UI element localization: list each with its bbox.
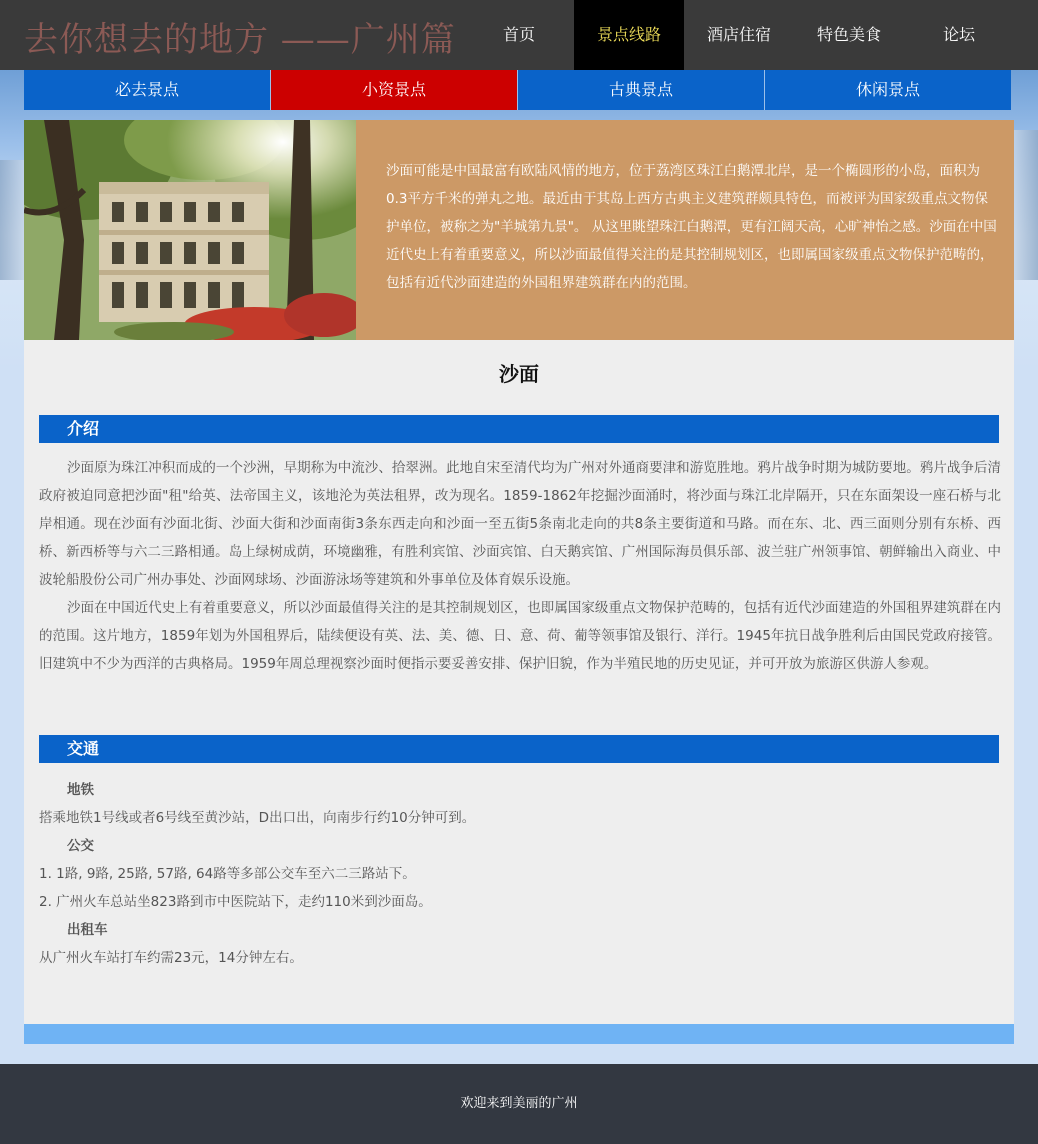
metro-text: 搭乘地铁1号线或者6号线至黄沙站，D出口出，向南步行约10分钟可到。 (39, 810, 476, 826)
building-illustration (24, 120, 356, 340)
shamian-building-photo (24, 120, 356, 340)
bus-line: 1. 1路, 9路, 25路, 57路, 64路等多部公交车至六二三路站下。 (39, 866, 416, 882)
background-building-left (0, 160, 26, 280)
footer-text: 欢迎来到美丽的广州 (460, 1096, 578, 1111)
nav-item-home[interactable]: 首页 (502, 25, 535, 44)
content-bottom-bar (24, 1024, 1014, 1044)
taxi-text: 从广州火车站打车约需23元，14分钟左右。 (39, 950, 303, 966)
nav-item-forum[interactable]: 论坛 (942, 25, 975, 44)
bus-heading: 公交 (67, 838, 94, 854)
main-content (24, 340, 1014, 1024)
top-header (0, 0, 1038, 70)
nav-item-hotels[interactable]: 酒店住宿 (706, 25, 771, 44)
page-title: 沙面 (499, 362, 539, 386)
page-footer (0, 1064, 1038, 1144)
nav-item-food[interactable]: 特色美食 (816, 25, 881, 44)
intro-paragraph: 沙面原为珠江冲积而成的一个沙洲，早期称为中流沙、拾翠洲。此地自宋至清代均为广州对外通商要津和游览胜地。鸦片战争时期为城防要地。鸦片战争后清政府被迫同意把沙面"租"给英、法帝国主义，该地沦为英法租界，改为现名。1859-1862年挖掘沙面涌时，将沙面与珠江北岸隔开，只在东面架设一座石桥与北岸相通。现在沙面有沙面北街、沙面大街和沙面南街3条东西走向和沙面一至五街5条南北走向的共8条主要街道和马路。而在东、北、西三面则分别有东桥、西桥、新西桥等与六二三路相通。岛上绿树成荫，环境幽雅，有胜利宾馆、沙面宾馆、白天鹅宾馆、广州国际海员俱乐部、波兰驻广州领事馆、朝鲜输出入商业、中波轮船股份公司广州办事处、沙面网球场、沙面游泳场等建筑和外事单位及体育娱乐设施。 (39, 460, 1001, 588)
tab-petty-bourgeois[interactable]: 小资景点 (271, 70, 518, 110)
section-heading-transport: 交通 (39, 735, 999, 763)
tab-must-see[interactable]: 必去景点 (24, 70, 271, 110)
sub-nav (24, 70, 1011, 110)
main-nav (464, 0, 1014, 70)
taxi-heading: 出租车 (67, 922, 108, 938)
nav-item-attractions[interactable]: 景点线路 (574, 0, 684, 70)
intro-paragraph: 沙面在中国近代史上有着重要意义，所以沙面最值得关注的是其控制规划区，也即属国家级重点文物保护范畴的，包括有近代沙面建造的外国租界建筑群在内的范围。这片地方，1859年划为外国租界后，陆续便设有英、法、美、德、日、意、荷、葡等领事馆及银行、洋行。1945年抗日战争胜利后由国民党政府接管。旧建筑中不少为西洋的古典格局。1959年周总理视察沙面时便指示要妥善安排、保护旧貌，作为半殖民地的历史见证，并可开放为旅游区供游人参观。 (39, 600, 1001, 672)
section-heading-intro: 介绍 (39, 415, 999, 443)
hero-description: 沙面可能是中国最富有欧陆风情的地方，位于荔湾区珠江白鹅潭北岸，是一个椭圆形的小岛，面积为0.3平方千米的弹丸之地。最近由于其岛上西方古典主义建筑群颇具特色，而被评为国家级重点文物保护单位，被称之为"羊城第九景"。 从这里眺望珠江白鹅潭，更有江阔天高，心旷神怡之感。沙面在中国近代史上有着重要意义，所以沙面最值得关注的是其控制规划区，也即属国家级重点文物保护范畴的，包括有近代沙面建造的外国租界建筑群在内的范围。 (356, 120, 1014, 340)
tab-classical[interactable]: 古典景点 (518, 70, 765, 110)
bus-line: 2. 广州火车总站坐823路到市中医院站下，走约110米到沙面岛。 (39, 894, 432, 910)
site-logo[interactable]: 去你想去的地方 ——广州篇 (24, 20, 456, 60)
metro-heading: 地铁 (67, 782, 94, 798)
tab-leisure[interactable]: 休闲景点 (765, 70, 1011, 110)
hero-banner (24, 120, 1014, 340)
background-building-right (1012, 130, 1038, 280)
